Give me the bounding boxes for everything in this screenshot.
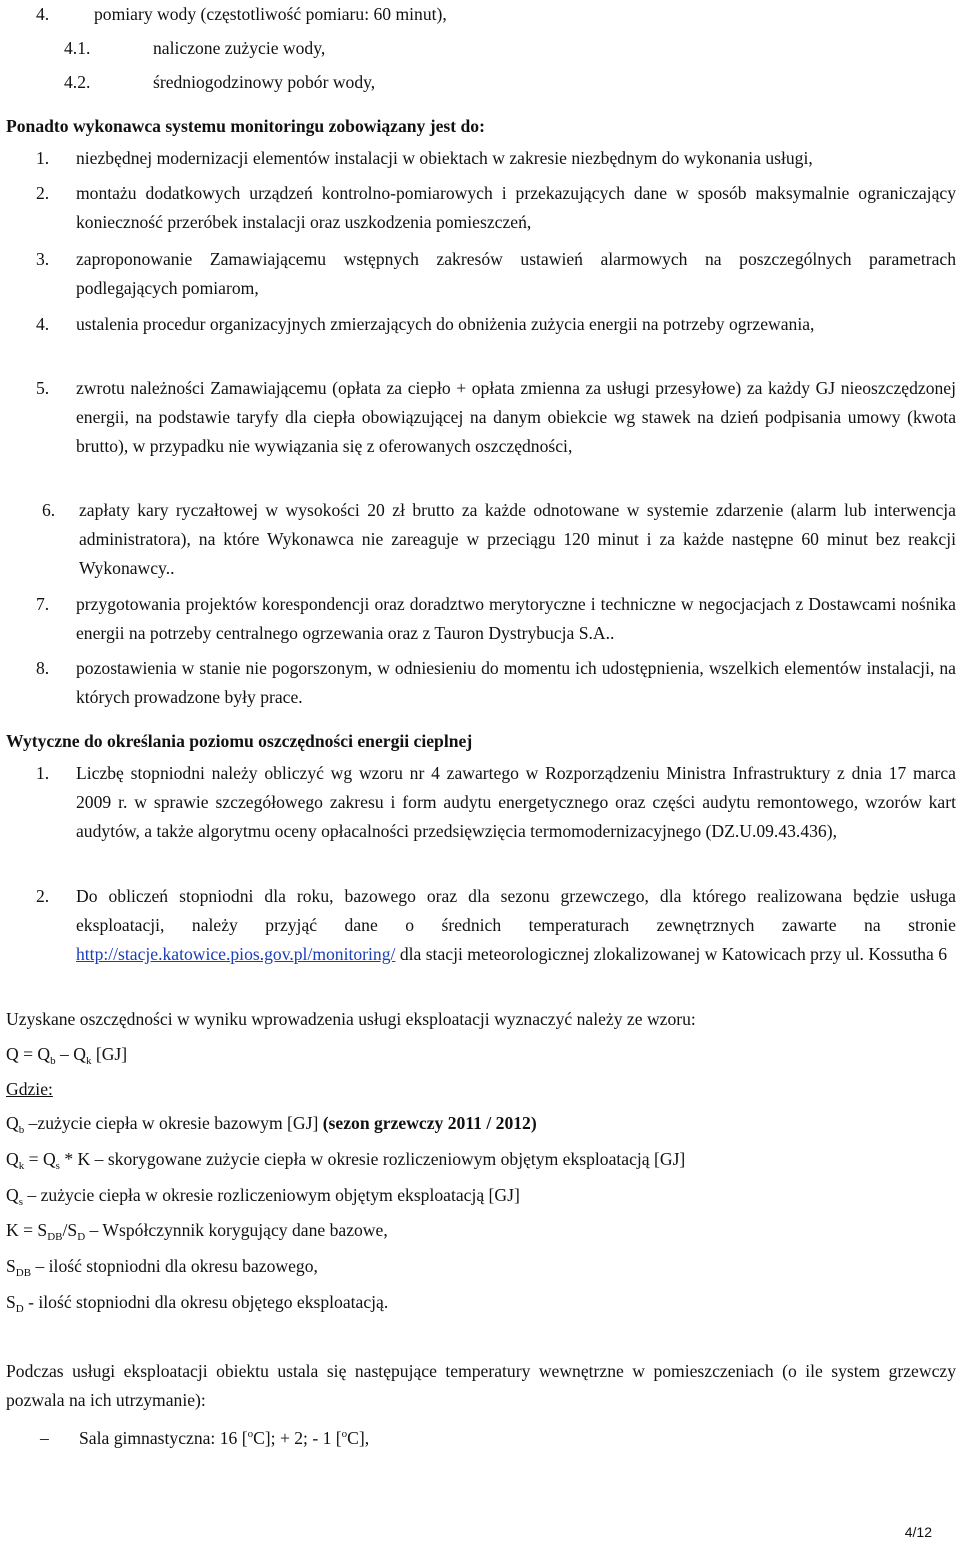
definition-sd: [6, 1288, 956, 1317]
monitoring-link[interactable]: http://stacje.katowice.pios.gov.pl/monitoring/: [76, 944, 396, 964]
degree-sign: o: [247, 1428, 254, 1440]
formula-subscript: k: [85, 1055, 92, 1067]
page-number: 4/12: [904, 1524, 932, 1540]
section-heading: Ponadto wykonawca systemu monitoringu zobowiązany jest do:: [6, 116, 485, 136]
list-text: zapłaty kary ryczałtowej w wysokości 20 zł brutto za każde odnotowane w systemie zdarzenie (alarm lub interwencja administratora), na które Wykonawca nie zareaguje w przeciągu 120 minut i za każde następne 60 minut bez reakcji Wykonawcy..: [79, 500, 956, 578]
subscript: b: [18, 1124, 25, 1136]
symbol: = Q: [24, 1149, 56, 1169]
definition-text: - ilość stopniodni dla okresu objętego eksploatacją.: [23, 1292, 389, 1312]
formula-unit: [GJ]: [91, 1044, 128, 1064]
subscript: D: [15, 1303, 24, 1315]
list-text: naliczone zużycie wody,: [153, 38, 326, 58]
definition-qs: [6, 1181, 956, 1210]
formula: [6, 1040, 956, 1069]
list-number: 4.: [36, 4, 50, 24]
subscript: s: [18, 1196, 23, 1208]
list-number: 2.: [36, 886, 50, 906]
temps-text: [79, 1424, 369, 1453]
text-fragment: C]; + 2; - 1 [: [253, 1428, 342, 1448]
list-text: zwrotu należności Zamawiającemu (opłata za ciepło + opłata zmienna za usługi przesyłowe) za każdy GJ nieoszczędzonej energii, na podstawie taryfy dla ciepła obowiązującej na danym obiekcie wg stawek na dzień podpisania umowy (kwota brutto), w przypadku nie wywiązania się z oferowanych oszczędności,: [76, 378, 956, 456]
symbol: /S: [62, 1220, 78, 1240]
symbol: S: [6, 1292, 16, 1312]
formula-subscript: b: [50, 1055, 56, 1067]
list-number: 8.: [36, 658, 50, 678]
text-fragment: Sala gimnastyczna: 16 [: [79, 1428, 248, 1448]
subscript: s: [55, 1160, 60, 1172]
text-fragment: dla stacji meteorologicznej zlokalizowanej w Katowicach przy ul. Kossutha 6: [395, 944, 947, 964]
list-text: Liczbę stopniodni należy obliczyć wg wzoru nr 4 zawartego w Rozporządzeniu Ministra Infrastruktury z dnia 17 marca 2009 r. w sprawie szczegółowego zakresu i form audytu energetycznego oraz części audytu remontowego, wzorów kart audytów, a także algorytmu oceny opłacalności przedsięwzięcia termomodernizacyjnego (DZ.U.09.43.436),: [76, 763, 956, 841]
list-number: 4.1.: [64, 38, 91, 58]
list-text: pozostawienia w stanie nie pogorszonym, w odniesieniu do momentu ich udostępnienia, wszelkich elementów instalacji, na których prowadzone były prace.: [76, 658, 956, 707]
symbol: S: [6, 1256, 16, 1276]
formula-text: – Q: [55, 1044, 86, 1064]
text-fragment: C],: [347, 1428, 370, 1448]
list-number: 2.: [36, 183, 50, 203]
symbol: Q: [6, 1149, 19, 1169]
list-text: niezbędnej modernizacji elementów instalacji w obiektach w zakresie niezbędnym do wykonania usługi,: [76, 148, 813, 168]
subscript: DB: [15, 1267, 32, 1279]
list-number: 6.: [42, 500, 56, 520]
temps-intro: Podczas usługi eksploatacji obiektu ustala się następujące temperatury wewnętrzne w pomieszczeniach (o ile system grzewczy pozwala na ich utrzymanie):: [6, 1361, 956, 1410]
list-number: 1.: [36, 148, 50, 168]
subscript: D: [77, 1231, 86, 1243]
definition-text: – zużycie ciepła w okresie rozliczeniowym objętym eksploatacją [GJ]: [23, 1185, 520, 1205]
formula-text: Q = Q: [6, 1044, 51, 1064]
symbol: K = S: [6, 1220, 48, 1240]
list-text: montażu dodatkowych urządzeń kontrolno-pomiarowych i przekazujących dane w sposób maksymalnie ograniczający konieczność przeróbek instalacji oraz uszkodzenia pomieszczeń,: [76, 183, 956, 232]
definition-text: * K – skorygowane zużycie ciepła w okresie rozliczeniowym objętym eksploatacją [GJ]: [59, 1149, 686, 1169]
definition-text: – ilość stopniodni dla okresu bazowego,: [31, 1256, 318, 1276]
symbol: Q: [6, 1185, 19, 1205]
list-text: zaproponowanie Zamawiającemu wstępnych zakresów ustawień alarmowych na poszczególnych parametrach podlegających pomiarom,: [76, 249, 956, 298]
where-label: Gdzie:: [6, 1079, 53, 1099]
dash-bullet: –: [40, 1428, 49, 1448]
formula-intro: Uzyskane oszczędności w wyniku wprowadzenia usługi eksploatacji wyznaczyć należy ze wzoru:: [6, 1009, 696, 1029]
list-number: 3.: [36, 249, 50, 269]
list-text: średniogodzinowy pobór wody,: [153, 72, 376, 92]
list-text: [76, 882, 956, 969]
degree-sign: o: [341, 1428, 348, 1440]
text-fragment: Do obliczeń stopniodni dla roku, bazowego oraz dla sezonu grzewczego, dla którego realizowana będzie usługa eksploatacji, należy przyjąć dane o średnich temperaturach zewnętrznych zawarte na stronie: [76, 886, 956, 935]
list-number: 1.: [36, 763, 50, 783]
list-number: 4.: [36, 314, 50, 334]
definition-text: – Współczynnik korygujący dane bazowe,: [85, 1220, 388, 1240]
definition-k: [6, 1216, 956, 1245]
list-number: 7.: [36, 594, 50, 614]
definition-qk: [6, 1145, 956, 1174]
section-heading: Wytyczne do określania poziomu oszczędności energii cieplnej: [6, 731, 473, 751]
definition-sdb: [6, 1252, 956, 1281]
list-text: przygotowania projektów korespondencji oraz doradztwo merytoryczne i techniczne w negocjacjach z Dostawcami nośnika energii na potrzeby centralnego ogrzewania oraz z Tauron Dystrybucja S.A..: [76, 594, 956, 643]
definition-text: –zużycie ciepła w okresie bazowym [GJ]: [24, 1113, 323, 1133]
symbol: Q: [6, 1113, 19, 1133]
list-text: ustalenia procedur organizacyjnych zmierzających do obniżenia zużycia energii na potrzeby ogrzewania,: [76, 314, 815, 334]
subscript: DB: [47, 1231, 63, 1243]
list-number: 4.2.: [64, 72, 91, 92]
list-text: pomiary wody (częstotliwość pomiaru: 60 minut),: [94, 4, 447, 24]
definition-qb: [6, 1109, 956, 1138]
list-number: 5.: [36, 378, 50, 398]
definition-bold: (sezon grzewczy 2011 / 2012): [322, 1113, 537, 1133]
subscript: k: [18, 1160, 25, 1172]
